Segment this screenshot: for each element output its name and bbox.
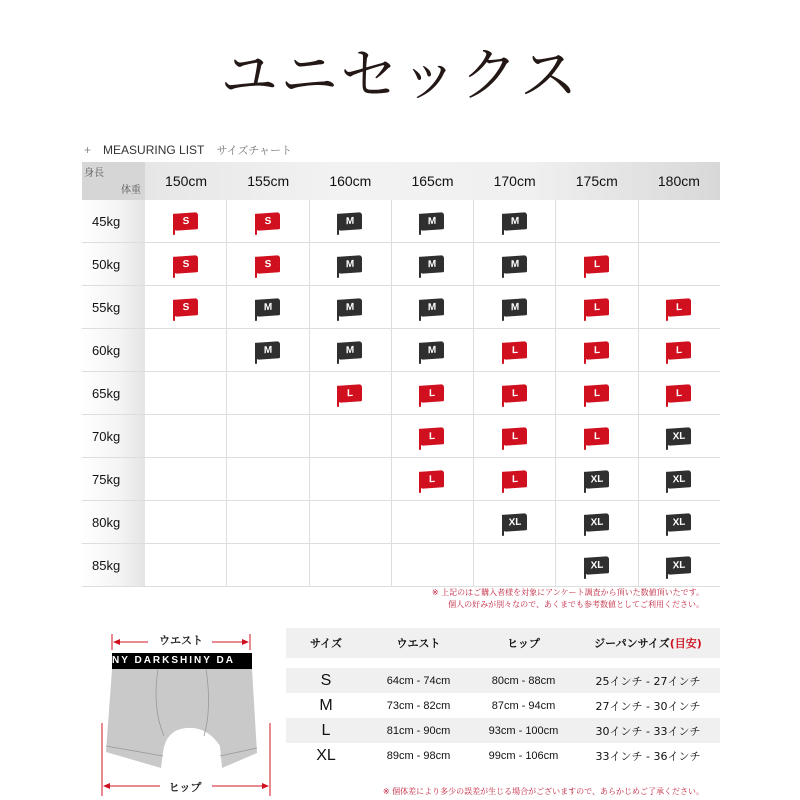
size-flag-icon: M xyxy=(420,341,444,360)
size-cell xyxy=(227,372,309,414)
size-measurement-table xyxy=(286,628,720,768)
waist-label: ウエスト xyxy=(159,634,203,647)
size-cell xyxy=(474,372,556,414)
hip-cell: 93cm - 100cm xyxy=(488,724,559,737)
size-flag-icon: L xyxy=(338,384,362,403)
weight-label: 85kg xyxy=(82,544,145,586)
col-jeans xyxy=(576,635,720,651)
weight-label: 50kg xyxy=(82,243,145,285)
size-grid xyxy=(82,162,720,587)
size-table-header xyxy=(286,628,720,658)
weight-label: 60kg xyxy=(82,329,145,371)
size-flag-icon: L xyxy=(585,255,609,274)
size-cell xyxy=(392,243,474,285)
size-cell xyxy=(556,372,638,414)
waist-cell: 64cm - 74cm xyxy=(386,674,451,687)
size-flag-icon: M xyxy=(420,212,444,231)
size-flag-icon: M xyxy=(420,255,444,274)
size-flag-icon: XL xyxy=(667,470,691,489)
size-row-m xyxy=(286,693,720,718)
size-flag-icon: M xyxy=(256,298,280,317)
jeans-cell: 25インチ - 27インチ xyxy=(595,674,701,688)
col-hip: ヒップ xyxy=(507,637,540,650)
size-cell xyxy=(474,458,556,500)
weight-row xyxy=(82,415,720,458)
size-flag-icon: S xyxy=(256,255,280,274)
waistband-brand: NY DARKSHINY DA xyxy=(112,653,252,669)
size-flag-icon: L xyxy=(420,470,444,489)
size-flag-icon: S xyxy=(174,255,198,274)
size-cell xyxy=(639,286,720,328)
size-cell xyxy=(474,243,556,285)
weight-row xyxy=(82,458,720,501)
height-header: 170cm xyxy=(493,173,536,189)
size-cell xyxy=(474,200,556,242)
size-cell xyxy=(310,415,392,457)
size-flag-icon: L xyxy=(503,427,527,446)
size-cell xyxy=(556,243,638,285)
survey-note-line: ※ 上記のはご購入者様を対象にアンケート調査から頂いた数値頂いたです。 xyxy=(431,588,704,597)
col-jeans-label: ジーパンサイズ xyxy=(594,637,670,650)
size-cell xyxy=(310,372,392,414)
size-cell xyxy=(227,415,309,457)
boxer-diagram xyxy=(100,628,275,796)
col-jeans-suffix: (目安) xyxy=(669,637,702,650)
size-cell xyxy=(310,200,392,242)
size-flag-icon: L xyxy=(667,298,691,317)
col-waist: ウエスト xyxy=(396,637,441,650)
size-cell xyxy=(392,200,474,242)
size-cell xyxy=(227,286,309,328)
weight-row xyxy=(82,501,720,544)
size-cell xyxy=(639,372,720,414)
size-cell xyxy=(556,329,638,371)
size-cell xyxy=(392,458,474,500)
size-flag-icon: S xyxy=(256,212,280,231)
size-flag-icon: XL xyxy=(503,513,527,532)
size-cell xyxy=(145,544,227,586)
size-cell xyxy=(392,372,474,414)
size-cell xyxy=(310,286,392,328)
weight-label: 75kg xyxy=(82,458,145,500)
size-cell xyxy=(639,200,720,242)
size-row-xl xyxy=(286,743,720,768)
measuring-list-label: MEASURING LIST xyxy=(103,143,205,157)
size-flag-icon: L xyxy=(585,341,609,360)
size-cell xyxy=(639,501,720,543)
size-flag-icon: L xyxy=(667,341,691,360)
size-flag-icon: L xyxy=(585,298,609,317)
size-flag-icon: S xyxy=(174,298,198,317)
size-cell xyxy=(474,415,556,457)
size-cell: S xyxy=(320,671,332,689)
jeans-cell: 27インチ - 30インチ xyxy=(595,699,701,713)
size-cell xyxy=(145,458,227,500)
variance-note: ※ 個体差により多少の誤差が生じる場合がございますので、あらかじめご了承ください。 xyxy=(382,787,704,796)
height-header: 175cm xyxy=(575,173,618,189)
size-cell xyxy=(392,286,474,328)
plus-icon: + xyxy=(84,143,92,157)
height-header: 150cm xyxy=(165,173,208,189)
hip-cell: 80cm - 88cm xyxy=(491,674,556,687)
size-flag-icon: M xyxy=(338,298,362,317)
size-cell xyxy=(145,415,227,457)
col-size: サイズ xyxy=(309,637,343,650)
weight-axis-label: 体重 xyxy=(121,185,141,196)
size-cell xyxy=(556,501,638,543)
size-flag-icon: M xyxy=(256,341,280,360)
size-row-l xyxy=(286,718,720,743)
size-flag-icon: L xyxy=(503,470,527,489)
weight-row xyxy=(82,544,720,587)
size-flag-icon: M xyxy=(503,255,527,274)
size-cell xyxy=(227,243,309,285)
size-flag-icon: L xyxy=(420,427,444,446)
size-cell xyxy=(556,286,638,328)
size-cell xyxy=(474,286,556,328)
size-cell xyxy=(474,501,556,543)
weight-row xyxy=(82,372,720,415)
size-flag-icon: M xyxy=(338,255,362,274)
size-cell xyxy=(556,200,638,242)
height-axis-label: 身長 xyxy=(84,168,104,179)
size-cell: L xyxy=(321,721,331,739)
size-flag-icon: M xyxy=(503,298,527,317)
size-cell xyxy=(556,415,638,457)
size-chart-label: サイズチャート xyxy=(216,144,292,157)
hip-cell: 99cm - 106cm xyxy=(488,749,559,762)
grid-body xyxy=(82,200,720,587)
size-cell xyxy=(227,200,309,242)
size-flag-icon: XL xyxy=(667,513,691,532)
size-flag-icon: XL xyxy=(585,513,609,532)
size-cell xyxy=(227,501,309,543)
weight-label: 65kg xyxy=(82,372,145,414)
size-cell xyxy=(639,243,720,285)
size-cell: M xyxy=(319,696,333,714)
size-cell xyxy=(145,286,227,328)
jeans-cell: 33インチ - 36インチ xyxy=(595,749,701,763)
grid-header-row xyxy=(82,162,720,200)
weight-row xyxy=(82,243,720,286)
survey-note-line: 個人の好みが別々なので、あくまでも参考数値としてご利用ください。 xyxy=(448,600,704,609)
size-cell xyxy=(145,200,227,242)
height-header: 165cm xyxy=(411,173,454,189)
size-cell xyxy=(392,329,474,371)
size-flag-icon: M xyxy=(420,298,444,317)
size-flag-icon: L xyxy=(503,384,527,403)
weight-label: 70kg xyxy=(82,415,145,457)
size-cell xyxy=(227,544,309,586)
size-cell xyxy=(310,501,392,543)
size-cell xyxy=(310,544,392,586)
size-cell xyxy=(639,415,720,457)
hip-label: ヒップ xyxy=(168,781,202,794)
size-flag-icon: XL xyxy=(585,556,609,575)
size-flag-icon: M xyxy=(338,341,362,360)
size-cell xyxy=(556,458,638,500)
size-cell xyxy=(227,329,309,371)
jeans-cell: 30インチ - 33インチ xyxy=(595,724,701,738)
size-cell xyxy=(310,243,392,285)
weight-row xyxy=(82,286,720,329)
weight-label: 55kg xyxy=(82,286,145,328)
height-header: 180cm xyxy=(657,173,700,189)
hip-cell: 87cm - 94cm xyxy=(491,699,556,712)
page-title: ユニセックス xyxy=(220,41,580,109)
size-cell xyxy=(145,243,227,285)
height-header: 160cm xyxy=(329,173,372,189)
weight-label: 80kg xyxy=(82,501,145,543)
weight-row xyxy=(82,200,720,243)
waist-cell: 73cm - 82cm xyxy=(386,699,451,712)
measuring-list-heading xyxy=(84,142,292,158)
size-flag-icon: XL xyxy=(667,427,691,446)
size-flag-icon: M xyxy=(503,212,527,231)
size-cell xyxy=(474,329,556,371)
waist-cell: 81cm - 90cm xyxy=(386,724,451,737)
size-flag-icon: L xyxy=(585,384,609,403)
size-cell xyxy=(310,329,392,371)
size-cell: XL xyxy=(316,746,336,764)
size-flag-icon: XL xyxy=(585,470,609,489)
weight-row xyxy=(82,329,720,372)
size-cell xyxy=(392,544,474,586)
size-flag-icon: L xyxy=(503,341,527,360)
size-cell xyxy=(639,458,720,500)
size-row-s xyxy=(286,668,720,693)
size-cell xyxy=(639,544,720,586)
size-cell xyxy=(145,372,227,414)
size-cell xyxy=(556,544,638,586)
size-flag-icon: M xyxy=(338,212,362,231)
size-cell xyxy=(639,329,720,371)
size-cell xyxy=(392,501,474,543)
size-flag-icon: S xyxy=(174,212,198,231)
size-flag-icon: L xyxy=(420,384,444,403)
survey-note xyxy=(432,587,704,611)
size-flag-icon: XL xyxy=(667,556,691,575)
height-header: 155cm xyxy=(247,173,290,189)
size-cell xyxy=(310,458,392,500)
size-cell xyxy=(145,501,227,543)
grid-corner xyxy=(82,162,145,200)
waist-cell: 89cm - 98cm xyxy=(386,749,451,762)
size-cell xyxy=(145,329,227,371)
size-flag-icon: L xyxy=(667,384,691,403)
size-flag-icon: L xyxy=(585,427,609,446)
size-cell xyxy=(227,458,309,500)
weight-label: 45kg xyxy=(82,200,145,242)
size-cell xyxy=(474,544,556,586)
size-cell xyxy=(392,415,474,457)
